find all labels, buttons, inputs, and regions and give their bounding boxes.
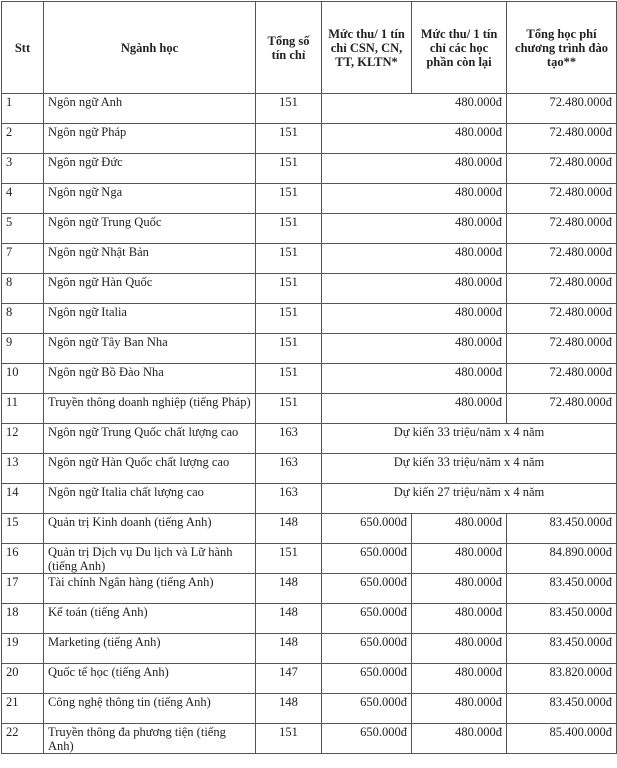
rate-special-cell <box>322 634 412 664</box>
credits-cell-text: 151 <box>279 335 298 349</box>
major-cell-text: Kế toán (tiếng Anh) <box>48 605 148 619</box>
total-cell <box>507 664 617 694</box>
projection-cell-text: Dự kiến 27 triệu/năm x 4 năm <box>393 485 545 499</box>
rate-special-cell-text: 650.000đ <box>360 605 407 619</box>
credits-cell-text: 151 <box>279 365 298 379</box>
major-cell <box>44 484 256 514</box>
stt-cell-text: 4 <box>6 185 13 199</box>
credits-cell <box>256 634 322 664</box>
rate-cell-text: 480.000đ <box>455 395 502 409</box>
credits-cell-text: 163 <box>279 425 298 439</box>
credits-cell-text: 151 <box>279 185 298 199</box>
major-cell <box>44 154 256 184</box>
table-row <box>2 274 617 304</box>
rate-cell-text: 480.000đ <box>455 305 502 319</box>
tuition-fee-table <box>1 1 617 754</box>
stt-cell <box>2 664 44 694</box>
major-cell <box>44 574 256 604</box>
rate-special-cell <box>322 514 412 544</box>
table-row <box>2 424 617 454</box>
stt-cell-text: 18 <box>6 605 19 619</box>
stt-cell-text: 16 <box>6 545 19 559</box>
credits-cell <box>256 424 322 454</box>
total-cell-text: 83.450.000đ <box>549 695 612 709</box>
major-cell-text: Ngôn ngữ Italia chất lượng cao <box>48 485 204 499</box>
total-cell <box>507 154 617 184</box>
projection-cell-text: Dự kiến 33 triệu/năm x 4 năm <box>393 455 545 469</box>
rate-other-cell-text: 480.000đ <box>455 695 502 709</box>
total-cell-text: 72.480.000đ <box>549 155 612 169</box>
credits-cell <box>256 604 322 634</box>
major-cell-text: Ngôn ngữ Pháp <box>48 125 127 139</box>
rate-special-cell-text: 650.000đ <box>360 545 407 559</box>
total-cell-text: 72.480.000đ <box>549 215 612 229</box>
major-cell-text: Quốc tế học (tiếng Anh) <box>48 665 169 679</box>
stt-cell <box>2 634 44 664</box>
stt-cell <box>2 514 44 544</box>
total-cell-text: 72.480.000đ <box>549 95 612 109</box>
credits-cell <box>256 364 322 394</box>
total-cell-text: 83.450.000đ <box>549 635 612 649</box>
rate-other-cell <box>412 694 507 724</box>
stt-cell <box>2 304 44 334</box>
major-cell-text: Ngôn ngữ Tây Ban Nha <box>48 335 168 349</box>
stt-cell-text: 5 <box>6 215 13 229</box>
rate-special-cell <box>322 604 412 634</box>
credits-cell-text: 148 <box>279 575 298 589</box>
major-cell <box>44 424 256 454</box>
major-cell <box>44 274 256 304</box>
major-cell <box>44 364 256 394</box>
total-cell-text: 83.450.000đ <box>549 605 612 619</box>
total-cell <box>507 544 617 574</box>
stt-cell-text: 14 <box>6 485 19 499</box>
rate-cell <box>322 94 507 124</box>
credits-cell <box>256 724 322 754</box>
table-row <box>2 514 617 544</box>
major-cell-text: Ngôn ngữ Bồ Đào Nha <box>48 365 164 379</box>
major-cell <box>44 664 256 694</box>
total-cell-text: 72.480.000đ <box>549 335 612 349</box>
rate-special-cell-text: 650.000đ <box>360 515 407 529</box>
major-cell <box>44 394 256 424</box>
rate-other-cell-text: 480.000đ <box>455 725 502 739</box>
total-cell-text: 72.480.000đ <box>549 125 612 139</box>
major-cell <box>44 334 256 364</box>
stt-cell-text: 8 <box>6 305 13 319</box>
credits-cell-text: 151 <box>279 245 298 259</box>
total-cell <box>507 694 617 724</box>
rate-special-cell <box>322 724 412 754</box>
major-cell <box>44 604 256 634</box>
stt-cell-text: 20 <box>6 665 19 679</box>
rate-cell <box>322 394 507 424</box>
total-cell-text: 83.450.000đ <box>549 575 612 589</box>
major-cell-text: Quản trị Dịch vụ Du lịch và Lữ hành (tiếng Anh) <box>48 545 233 573</box>
credits-cell <box>256 214 322 244</box>
header-fee-other: Mức thu/ 1 tín chỉ các học phần còn lại <box>412 2 507 94</box>
total-cell-text: 84.890.000đ <box>549 545 612 559</box>
total-cell-text: 72.480.000đ <box>549 305 612 319</box>
total-cell <box>507 634 617 664</box>
credits-cell <box>256 304 322 334</box>
rate-special-cell-text: 650.000đ <box>360 695 407 709</box>
rate-special-cell-text: 650.000đ <box>360 575 407 589</box>
total-cell <box>507 244 617 274</box>
total-cell-text: 72.480.000đ <box>549 365 612 379</box>
rate-cell <box>322 154 507 184</box>
credits-cell <box>256 574 322 604</box>
rate-cell-text: 480.000đ <box>455 365 502 379</box>
rate-other-cell <box>412 514 507 544</box>
stt-cell <box>2 154 44 184</box>
credits-cell-text: 151 <box>279 305 298 319</box>
credits-cell <box>256 334 322 364</box>
credits-cell-text: 163 <box>279 455 298 469</box>
total-cell <box>507 274 617 304</box>
major-cell <box>44 694 256 724</box>
rate-special-cell-text: 650.000đ <box>360 725 407 739</box>
credits-cell <box>256 244 322 274</box>
rate-other-cell <box>412 604 507 634</box>
stt-cell <box>2 394 44 424</box>
stt-cell <box>2 364 44 394</box>
header-stt: Stt <box>2 2 44 94</box>
projection-cell <box>322 424 617 454</box>
major-cell-text: Ngôn ngữ Đức <box>48 155 123 169</box>
major-cell-text: Ngôn ngữ Nga <box>48 185 123 199</box>
total-cell-text: 83.820.000đ <box>549 665 612 679</box>
rate-cell-text: 480.000đ <box>455 245 502 259</box>
major-cell-text: Ngôn ngữ Hàn Quốc <box>48 275 153 289</box>
total-cell <box>507 514 617 544</box>
rate-cell-text: 480.000đ <box>455 95 502 109</box>
credits-cell <box>256 694 322 724</box>
total-cell-text: 72.480.000đ <box>549 275 612 289</box>
header-row <box>2 2 617 94</box>
total-cell <box>507 124 617 154</box>
total-cell <box>507 574 617 604</box>
major-cell-text: Quản trị Kinh doanh (tiếng Anh) <box>48 515 212 529</box>
rate-other-cell-text: 480.000đ <box>455 605 502 619</box>
major-cell <box>44 724 256 754</box>
credits-cell-text: 148 <box>279 695 298 709</box>
credits-cell-text: 151 <box>279 395 298 409</box>
rate-cell-text: 480.000đ <box>455 335 502 349</box>
total-cell <box>507 364 617 394</box>
header-major: Ngành học <box>44 2 256 94</box>
table-row <box>2 304 617 334</box>
rate-special-cell <box>322 544 412 574</box>
table-row <box>2 574 617 604</box>
table-body <box>2 94 617 754</box>
rate-cell-text: 480.000đ <box>455 125 502 139</box>
credits-cell-text: 147 <box>279 665 298 679</box>
stt-cell-text: 12 <box>6 425 19 439</box>
major-cell <box>44 184 256 214</box>
major-cell-text: Marketing (tiếng Anh) <box>48 635 161 649</box>
total-cell <box>507 604 617 634</box>
total-cell-text: 72.480.000đ <box>549 395 612 409</box>
projection-cell <box>322 484 617 514</box>
stt-cell <box>2 574 44 604</box>
stt-cell-text: 2 <box>6 125 13 139</box>
credits-cell-text: 148 <box>279 635 298 649</box>
major-cell <box>44 304 256 334</box>
credits-cell-text: 148 <box>279 605 298 619</box>
credits-cell <box>256 154 322 184</box>
rate-special-cell <box>322 664 412 694</box>
credits-cell <box>256 514 322 544</box>
rate-cell-text: 480.000đ <box>455 275 502 289</box>
major-cell <box>44 454 256 484</box>
stt-cell-text: 3 <box>6 155 13 169</box>
rate-special-cell <box>322 574 412 604</box>
rate-other-cell-text: 480.000đ <box>455 515 502 529</box>
rate-cell-text: 480.000đ <box>455 215 502 229</box>
credits-cell <box>256 94 322 124</box>
stt-cell-text: 7 <box>6 245 13 259</box>
stt-cell-text: 15 <box>6 515 19 529</box>
table-row <box>2 604 617 634</box>
credits-cell <box>256 454 322 484</box>
stt-cell-text: 1 <box>6 95 13 109</box>
table-row <box>2 244 617 274</box>
stt-cell-text: 21 <box>6 695 19 709</box>
major-cell-text: Tài chính Ngân hàng (tiếng Anh) <box>48 575 214 589</box>
stt-cell <box>2 124 44 154</box>
table-row <box>2 94 617 124</box>
header-total: Tổng học phí chương trình đào tạo** <box>507 2 617 94</box>
table-row <box>2 364 617 394</box>
credits-cell-text: 151 <box>279 275 298 289</box>
stt-cell <box>2 214 44 244</box>
rate-other-cell-text: 480.000đ <box>455 545 502 559</box>
credits-cell <box>256 124 322 154</box>
total-cell <box>507 94 617 124</box>
major-cell-text: Ngôn ngữ Anh <box>48 95 123 109</box>
stt-cell <box>2 544 44 574</box>
projection-cell <box>322 454 617 484</box>
credits-cell <box>256 274 322 304</box>
total-cell <box>507 724 617 754</box>
credits-cell-text: 148 <box>279 515 298 529</box>
rate-special-cell-text: 650.000đ <box>360 635 407 649</box>
stt-cell <box>2 604 44 634</box>
table-row <box>2 544 617 574</box>
credits-cell <box>256 544 322 574</box>
rate-other-cell <box>412 634 507 664</box>
table-row <box>2 694 617 724</box>
total-cell-text: 83.450.000đ <box>549 515 612 529</box>
table-row <box>2 334 617 364</box>
major-cell <box>44 634 256 664</box>
stt-cell-text: 11 <box>6 395 19 409</box>
table-row <box>2 394 617 424</box>
rate-cell <box>322 244 507 274</box>
rate-other-cell <box>412 664 507 694</box>
stt-cell <box>2 484 44 514</box>
credits-cell <box>256 394 322 424</box>
credits-cell <box>256 484 322 514</box>
credits-cell-text: 151 <box>279 725 298 739</box>
major-cell-text: Ngôn ngữ Italia <box>48 305 127 319</box>
total-cell-text: 85.400.000đ <box>549 725 612 739</box>
credits-cell-text: 151 <box>279 95 298 109</box>
stt-cell-text: 8 <box>6 275 13 289</box>
header-fee-special: Mức thu/ 1 tín chỉ CSN, CN, TT, KLTN* <box>322 2 412 94</box>
major-cell-text: Công nghệ thông tin (tiếng Anh) <box>48 695 211 709</box>
rate-cell <box>322 334 507 364</box>
credits-cell-text: 151 <box>279 215 298 229</box>
stt-cell-text: 19 <box>6 635 19 649</box>
table-row <box>2 154 617 184</box>
rate-other-cell-text: 480.000đ <box>455 575 502 589</box>
major-cell <box>44 544 256 574</box>
rate-cell <box>322 184 507 214</box>
rate-other-cell-text: 480.000đ <box>455 665 502 679</box>
stt-cell <box>2 454 44 484</box>
stt-cell <box>2 274 44 304</box>
major-cell-text: Truyền thông doanh nghiệp (tiếng Pháp) <box>48 395 251 409</box>
table-row <box>2 214 617 244</box>
total-cell <box>507 334 617 364</box>
total-cell-text: 72.480.000đ <box>549 245 612 259</box>
major-cell <box>44 244 256 274</box>
stt-cell <box>2 334 44 364</box>
stt-cell-text: 13 <box>6 455 19 469</box>
rate-other-cell <box>412 724 507 754</box>
table-row <box>2 184 617 214</box>
rate-cell <box>322 124 507 154</box>
major-cell <box>44 214 256 244</box>
stt-cell-text: 9 <box>6 335 13 349</box>
table-row <box>2 634 617 664</box>
total-cell <box>507 304 617 334</box>
table-row <box>2 664 617 694</box>
stt-cell <box>2 424 44 454</box>
credits-cell-text: 151 <box>279 545 298 559</box>
rate-other-cell-text: 480.000đ <box>455 635 502 649</box>
credits-cell-text: 151 <box>279 125 298 139</box>
table-row <box>2 724 617 754</box>
total-cell <box>507 184 617 214</box>
total-cell-text: 72.480.000đ <box>549 185 612 199</box>
rate-cell <box>322 274 507 304</box>
major-cell-text: Ngôn ngữ Trung Quốc chất lượng cao <box>48 425 239 439</box>
rate-cell <box>322 364 507 394</box>
stt-cell-text: 10 <box>6 365 19 379</box>
stt-cell <box>2 94 44 124</box>
major-cell-text: Ngôn ngữ Nhật Bản <box>48 245 149 259</box>
credits-cell-text: 163 <box>279 485 298 499</box>
total-cell <box>507 394 617 424</box>
table-row <box>2 454 617 484</box>
rate-special-cell <box>322 694 412 724</box>
stt-cell <box>2 184 44 214</box>
rate-cell-text: 480.000đ <box>455 185 502 199</box>
credits-cell <box>256 664 322 694</box>
rate-other-cell <box>412 574 507 604</box>
major-cell <box>44 124 256 154</box>
major-cell <box>44 514 256 544</box>
table-row <box>2 124 617 154</box>
rate-cell <box>322 304 507 334</box>
major-cell <box>44 94 256 124</box>
table-row <box>2 484 617 514</box>
credits-cell-text: 151 <box>279 155 298 169</box>
stt-cell <box>2 244 44 274</box>
credits-cell <box>256 184 322 214</box>
rate-other-cell <box>412 544 507 574</box>
stt-cell <box>2 724 44 754</box>
rate-cell-text: 480.000đ <box>455 155 502 169</box>
header-credits: Tổng số tín chỉ <box>256 2 322 94</box>
stt-cell-text: 17 <box>6 575 19 589</box>
stt-cell <box>2 694 44 724</box>
stt-cell-text: 22 <box>6 725 19 739</box>
total-cell <box>507 214 617 244</box>
major-cell-text: Ngôn ngữ Trung Quốc <box>48 215 162 229</box>
projection-cell-text: Dự kiến 33 triệu/năm x 4 năm <box>393 425 545 439</box>
rate-cell <box>322 214 507 244</box>
major-cell-text: Ngôn ngữ Hàn Quốc chất lượng cao <box>48 455 230 469</box>
major-cell-text: Truyền thông đa phương tiện (tiếng Anh) <box>48 725 226 753</box>
rate-special-cell-text: 650.000đ <box>360 665 407 679</box>
